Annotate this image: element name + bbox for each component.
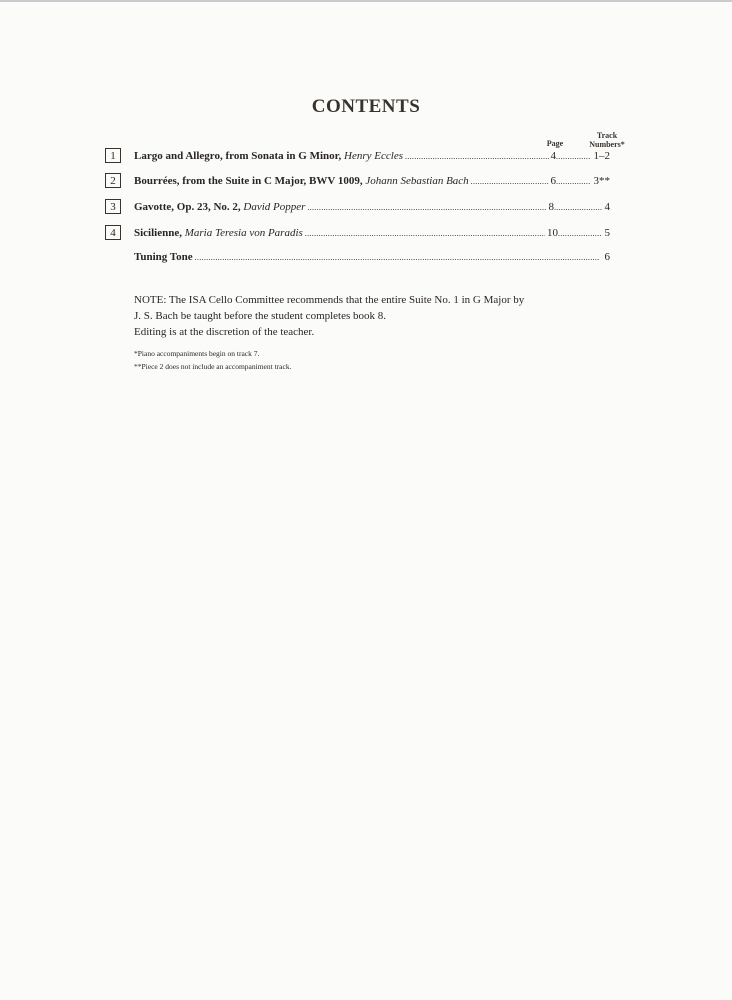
note-line: J. S. Bach be taught before the student completes book 8. — [134, 310, 387, 322]
entry-page: 8 — [548, 201, 554, 213]
dot-leader — [307, 201, 546, 215]
track-header-line2: Numbers* — [589, 140, 625, 149]
entry-composer: Henry Eccles — [344, 150, 403, 162]
footnote-piano: *Piano accompaniments begin on track 7. — [134, 349, 260, 358]
dot-leader — [195, 251, 600, 265]
editorial-note — [134, 292, 574, 340]
entry-composer: Maria Teresia von Paradis — [184, 227, 303, 239]
entry-composer: Johann Sebastian Bach — [365, 175, 469, 187]
track-column-header — [583, 131, 631, 149]
entry-title: Bourrées, from the Suite in C Major, BWV 1009, — [134, 175, 363, 187]
entry-number-box: 2 — [105, 173, 121, 188]
toc-entry[interactable] — [134, 149, 610, 163]
dot-leader — [405, 150, 549, 164]
page-column-header: Page — [546, 139, 564, 148]
entry-title: Largo and Allegro, from Sonata in G Minor, — [134, 150, 342, 162]
toc-entry[interactable] — [134, 226, 610, 240]
entry-number-box: 4 — [105, 225, 121, 240]
dot-leader — [556, 175, 590, 189]
entry-page: 10 — [547, 227, 558, 239]
entry-page: 6 — [550, 175, 556, 187]
dot-leader — [556, 150, 590, 164]
entry-title: Gavotte, Op. 23, No. 2, — [134, 201, 241, 213]
track-header-line1: Track — [596, 131, 618, 140]
entry-track: 3** — [593, 175, 610, 187]
note-line: Editing is at the discretion of the teacher. — [134, 326, 315, 338]
entry-composer: David Popper — [243, 201, 306, 213]
dot-leader — [471, 175, 549, 189]
entry-track: 1–2 — [593, 150, 610, 162]
entry-track: 5 — [604, 227, 610, 239]
entry-title: Sicilienne, — [134, 227, 182, 239]
entry-track: 6 — [604, 251, 610, 263]
dot-leader — [558, 227, 602, 241]
footnote-piece2: **Piece 2 does not include an accompaniment track. — [134, 362, 292, 371]
toc-entry[interactable] — [134, 200, 610, 214]
dot-leader — [554, 201, 602, 215]
page-top-edge — [0, 0, 732, 2]
entry-title: Tuning Tone — [134, 251, 193, 263]
entry-page: 4 — [550, 150, 556, 162]
dot-leader — [305, 227, 545, 241]
note-line: NOTE: The ISA Cello Committee recommends that the entire Suite No. 1 in G Major by — [134, 294, 525, 306]
entry-track: 4 — [604, 201, 610, 213]
entry-number-box: 1 — [105, 148, 121, 163]
page-title: CONTENTS — [311, 96, 421, 117]
toc-entry[interactable] — [134, 250, 610, 264]
toc-entry[interactable] — [134, 174, 610, 188]
entry-number-box: 3 — [105, 199, 121, 214]
